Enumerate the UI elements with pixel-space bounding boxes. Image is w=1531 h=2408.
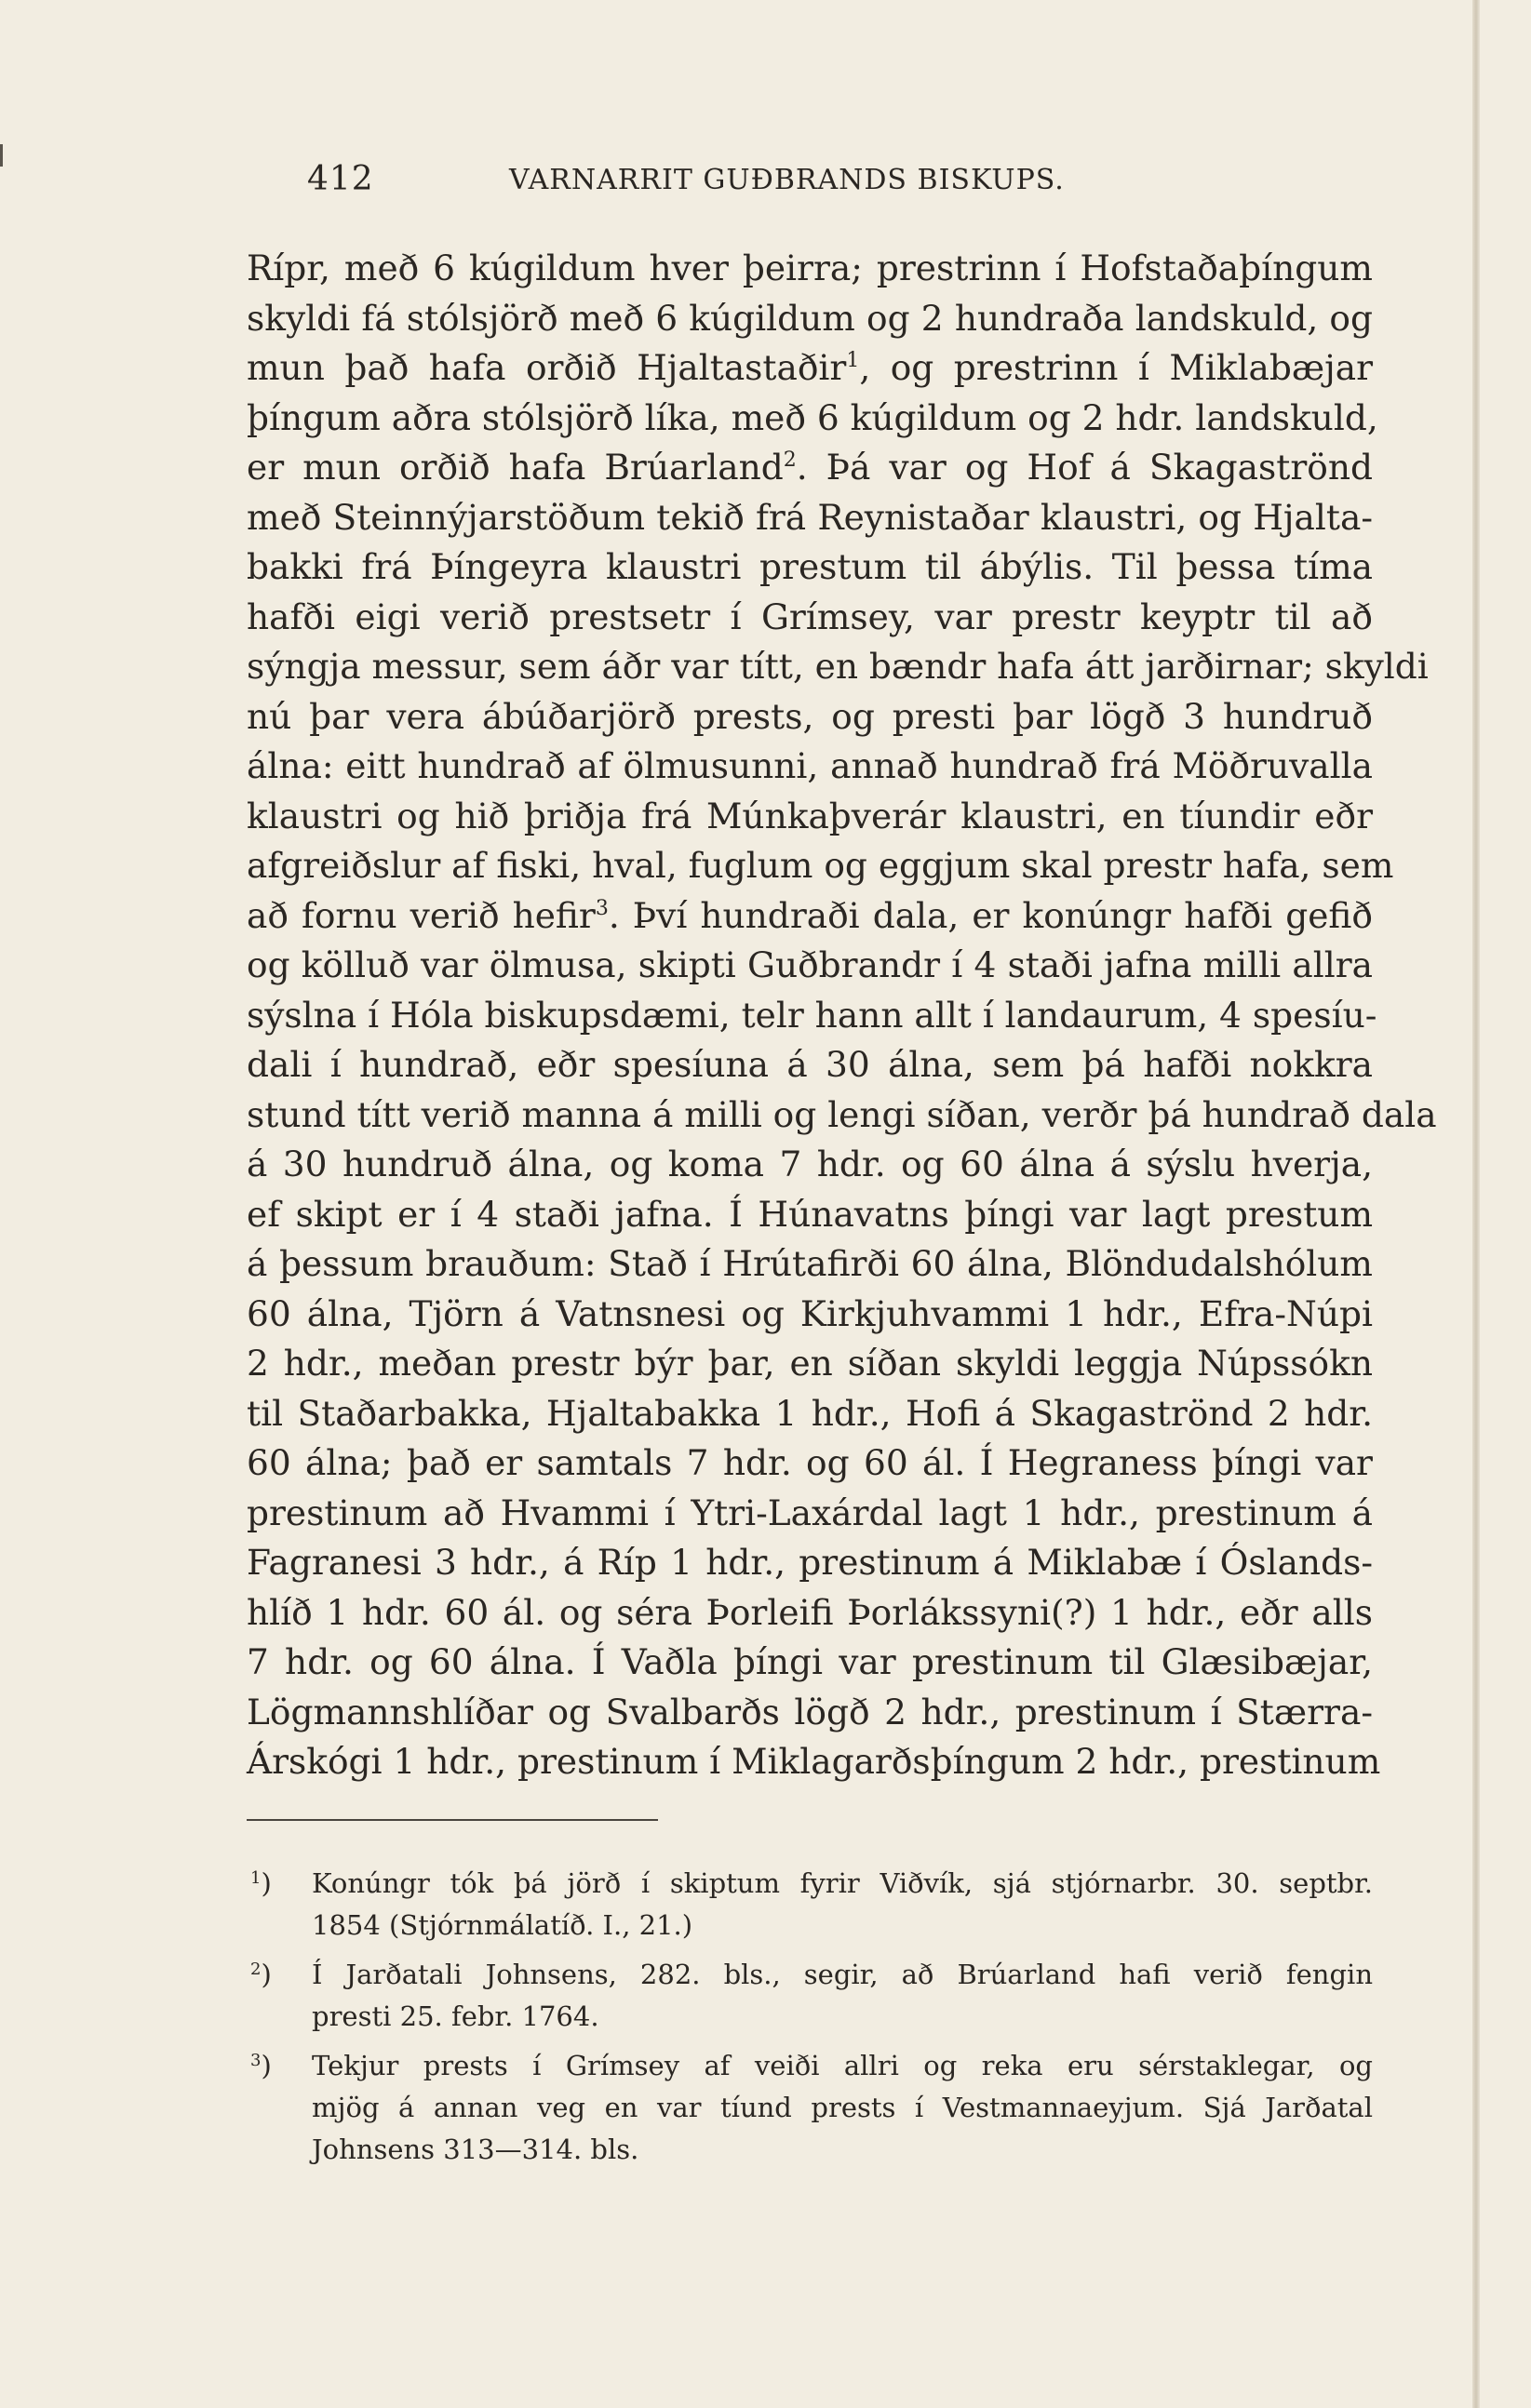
- footnote-mark: $^3$): [250, 2050, 272, 2081]
- text-line: prestinum að Hvammi í Ytri-Laxárdal lagt 1 hdr., prestinum á: [247, 1492, 1373, 1533]
- text-line: og kölluð var ölmusa, skipti Guðbrandr í 4 staði jafna milli allra: [247, 944, 1373, 985]
- text-line: stund títt verið manna á milli og lengi síðan, verðr þá hundrað dala: [247, 1093, 1437, 1135]
- footnotes: [247, 1863, 1373, 2171]
- footnote-line: mjög á annan veg en var tíund prests í Vestmannaeyjum. Sjá Jarðatal: [312, 2092, 1373, 2123]
- text-line: [247, 891, 1373, 942]
- text-line: á þessum brauðum: Stað í Hrútafirði 60 álna, Blöndudalshólum: [247, 1243, 1373, 1284]
- footnote-mark: $^2$): [250, 1959, 272, 1990]
- footnote: [247, 2045, 1373, 2171]
- text-line: [247, 443, 1373, 493]
- footnote-line: presti 25. febr. 1764.: [312, 2000, 599, 2032]
- footnote-number: 2: [250, 1960, 262, 1979]
- footnote: [247, 1863, 1373, 1946]
- footnote-line: Í Jarðatali Johnsens, 282. bls., segir, að Brúarland hafi verið fengin: [312, 1959, 1373, 1990]
- text-segment: . Því hundraði dala, er konúngr hafði gefið: [608, 894, 1373, 936]
- text-line: 2 hdr., meðan prestr býr þar, en síðan skyldi leggja Núpssókn: [247, 1343, 1373, 1384]
- running-title: VARNARRIT GUÐBRANDS BISKUPS.: [509, 164, 1065, 196]
- footnote-line: Johnsens 313—314. bls.: [312, 2134, 639, 2165]
- footnote-number: 1: [250, 1868, 262, 1888]
- text-line: nú þar vera ábúðarjörð prests, og presti þar lögð 3 hundruð: [247, 695, 1373, 737]
- footnote-line: Tekjur prests í Grímsey af veiði allri og reka eru sérstaklegar, og: [312, 2050, 1373, 2081]
- text-line: á 30 hundruð álna, og koma 7 hdr. og 60 álna á sýslu hverja,: [247, 1144, 1373, 1184]
- text-line: þíngum aðra stólsjörð líka, með 6 kúgildum og 2 hdr. landskuld,: [247, 396, 1378, 438]
- text-line: Lögmannshlíðar og Svalbarðs lögð 2 hdr., prestinum í Stærra-: [247, 1691, 1373, 1732]
- text-line: Fagranesi 3 hdr., á Ríp 1 hdr., prestinum á Miklabæ í Óslands-: [247, 1542, 1373, 1583]
- footnote-number: 3: [250, 2051, 262, 2070]
- text-line: með Steinnýjarstöðum tekið frá Reynistaðar klaustri, og Hjalta-: [247, 496, 1373, 538]
- text-line: 60 álna, Tjörn á Vatnsnesi og Kirkjuhvammi 1 hdr., Efra-Núpi: [247, 1292, 1373, 1334]
- page-binding-edge: [1472, 0, 1480, 2408]
- text-segment: að fornu verið hefir: [247, 894, 596, 936]
- text-segment: er mun orðið hafa Brúarland: [247, 447, 784, 488]
- text-line: sýngja messur, sem áðr var títt, en bændr hafa átt jarðirnar; skyldi: [247, 646, 1429, 687]
- text-line: [247, 343, 1373, 394]
- footnote-mark: $^1$): [250, 1867, 272, 1899]
- text-line: sýslna í Hóla biskupsdæmi, telr hann allt í landaurum, 4 spesíu-: [247, 994, 1377, 1036]
- text-line: Árskógi 1 hdr., prestinum í Miklagarðsþíngum 2 hdr., prestinum: [247, 1741, 1381, 1782]
- footnote-rule: [247, 1819, 658, 1821]
- text-line: afgreiðslur af fiski, hval, fuglum og eggjum skal prestr hafa, sem: [247, 845, 1394, 886]
- text-segment: mun það hafa orðið Hjaltastaðir: [247, 347, 847, 388]
- text-segment: . Þá var og Hof á Skagaströnd: [796, 447, 1373, 488]
- page-number: 412: [307, 160, 374, 198]
- text-segment: , og prestrinn í Miklabæjar: [859, 347, 1373, 388]
- text-line: hlíð 1 hdr. 60 ál. og séra Þorleifi Þorlákssyni(?) 1 hdr., eðr alls: [247, 1591, 1373, 1633]
- text-line: Rípr, með 6 kúgildum hver þeirra; prestrinn í Hofstaðaþíngum: [247, 247, 1373, 288]
- text-line: klaustri og hið þriðja frá Múnkaþverár klaustri, en tíundir eðr: [247, 795, 1373, 836]
- running-header: [247, 160, 1363, 212]
- text-line: álna: eitt hundrað af ölmusunni, annað hundrað frá Möðruvalla: [247, 745, 1373, 786]
- footnote-line: 1854 (Stjórnmálatíð. I., 21.): [312, 1909, 693, 1941]
- margin-mark: [0, 144, 3, 167]
- footnote-ref: 3: [595, 896, 609, 920]
- footnote: [247, 1954, 1373, 2038]
- footnote-ref: 1: [846, 349, 860, 372]
- text-line: 60 álna; það er samtals 7 hdr. og 60 ál. Í Hegraness þíngi var: [247, 1442, 1373, 1483]
- text-line: til Staðarbakka, Hjaltabakka 1 hdr., Hofi á Skagaströnd 2 hdr.: [247, 1392, 1373, 1434]
- text-line: ef skipt er í 4 staði jafna. Í Húnavatns þíngi var lagt prestum: [247, 1193, 1373, 1235]
- text-line: skyldi fá stólsjörð með 6 kúgildum og 2 hundraða landskuld, og: [247, 297, 1373, 339]
- footnote-ref: 2: [783, 448, 797, 472]
- text-line: 7 hdr. og 60 álna. Í Vaðla þíngi var prestinum til Glæsibæjar,: [247, 1641, 1373, 1682]
- text-line: bakki frá Þíngeyra klaustri prestum til ábýlis. Til þessa tíma: [247, 546, 1373, 587]
- body-text: [247, 244, 1437, 1787]
- text-line: hafði eigi verið prestsetr í Grímsey, var prestr keyptr til að: [247, 595, 1373, 637]
- text-line: dali í hundrað, eðr spesíuna á 30 álna, sem þá hafði nokkra: [247, 1044, 1373, 1085]
- footnote-line: Konúngr tók þá jörð í skiptum fyrir Viðvík, sjá stjórnarbr. 30. septbr.: [312, 1867, 1373, 1899]
